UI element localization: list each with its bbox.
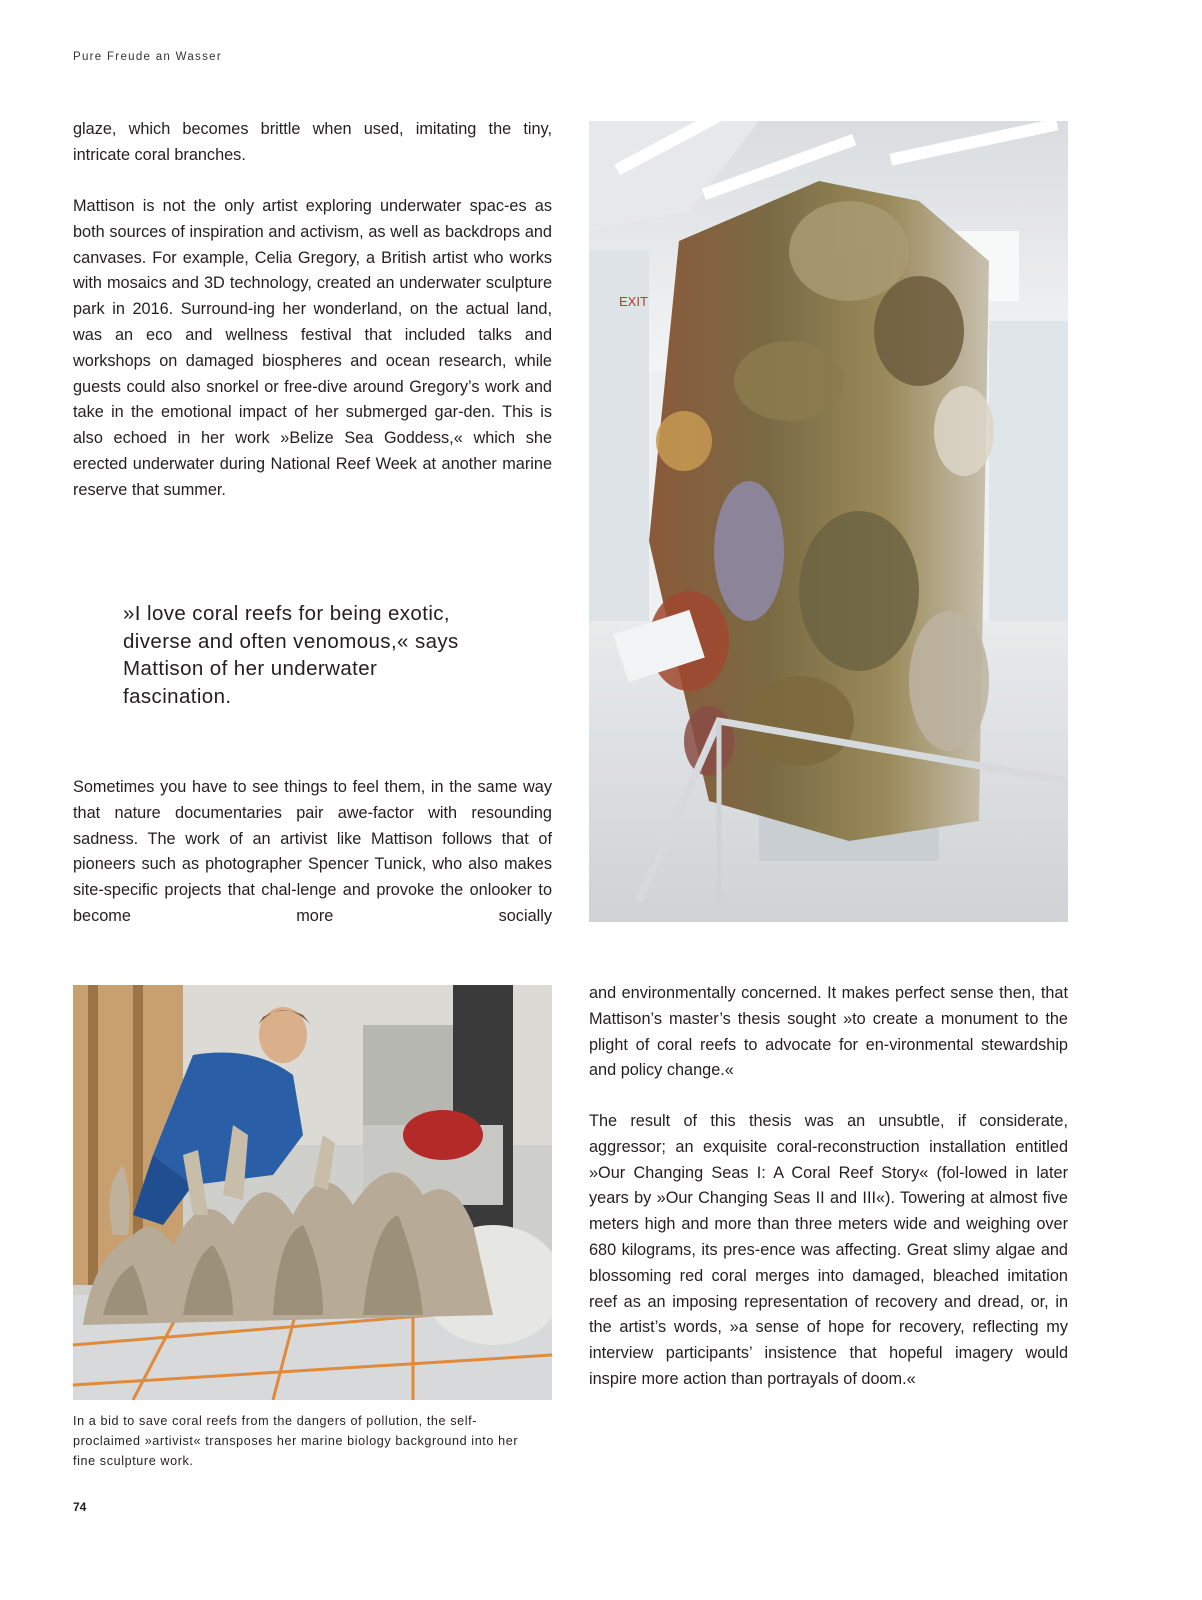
coral-sculpture-photo	[589, 121, 1068, 922]
page-number: 74	[73, 1500, 87, 1514]
body-paragraph: Sometimes you have to see things to feel them, in the same way that nature documentaries pair awe-factor with resounding sadness. The work of an artivist like Mattison follows that of pioneers such as photographer Spencer Tunick, who also makes site-specific projects that chal-lenge and provoke the onlooker to become more socially	[73, 778, 552, 925]
artist-working-photo	[73, 985, 552, 1400]
body-paragraph: The result of this thesis was an unsubtle, if considerate, aggressor; an exquisite coral-reconstruction installation entitled »Our Changing Seas I: A Coral Reef Story« (fol-lowed in later years by »Our Changing Seas II and III«). Towering at almost five meters high and more than three meters wide and weighing over 680 kilograms, its pres-ence was affecting. Great slimy algae and blossoming red coral merges into damaged, bleached imitation reef as an imposing representation of recovery and dread, or, in the artist’s words, »a sense of hope for recovery, reflecting my interview participants’ insistence that hopeful imagery would inspire more action than portrayals of doom.«	[589, 1112, 1068, 1388]
body-paragraph: Mattison is not the only artist exploring underwater spac-es as both sources of inspiration and activism, as well as backdrops and canvases. For example, Celia Gregory, a British artist who works with mosaics and 3D technology, created an underwater sculpture park in 2016. Surround-ing her wonderland, on the actual land, was an eco and wellness festival that included talks and workshops on damaged biospheres and ocean research, while guests could also snorkel or free-dive around Gregory’s work and take in the emotional impact of her submerged gar-den. This is also echoed in her work »Belize Sea Goddess,« which she erected underwater during National Reef Week at another marine reserve that summer.	[73, 197, 552, 499]
pull-quote: »I love coral reefs for being exotic, diverse and often venomous,« says Mattison of her underwater fascination.	[123, 602, 459, 708]
exit-sign: EXIT	[619, 294, 648, 309]
running-header: Pure Freude an Wasser	[73, 51, 222, 63]
photo-caption: In a bid to save coral reefs from the dangers of pollution, the self-proclaimed »artivist« transposes her marine biology background into her fine sculpture work.	[73, 1414, 519, 1468]
body-paragraph: and environmentally concerned. It makes perfect sense then, that Mattison’s master’s thesis sought »to create a monument to the plight of coral reefs to advocate for en-vironmental stewardship and policy change.«	[589, 984, 1068, 1080]
body-paragraph: glaze, which becomes brittle when used, imitating the tiny, intricate coral branches.	[73, 120, 552, 164]
